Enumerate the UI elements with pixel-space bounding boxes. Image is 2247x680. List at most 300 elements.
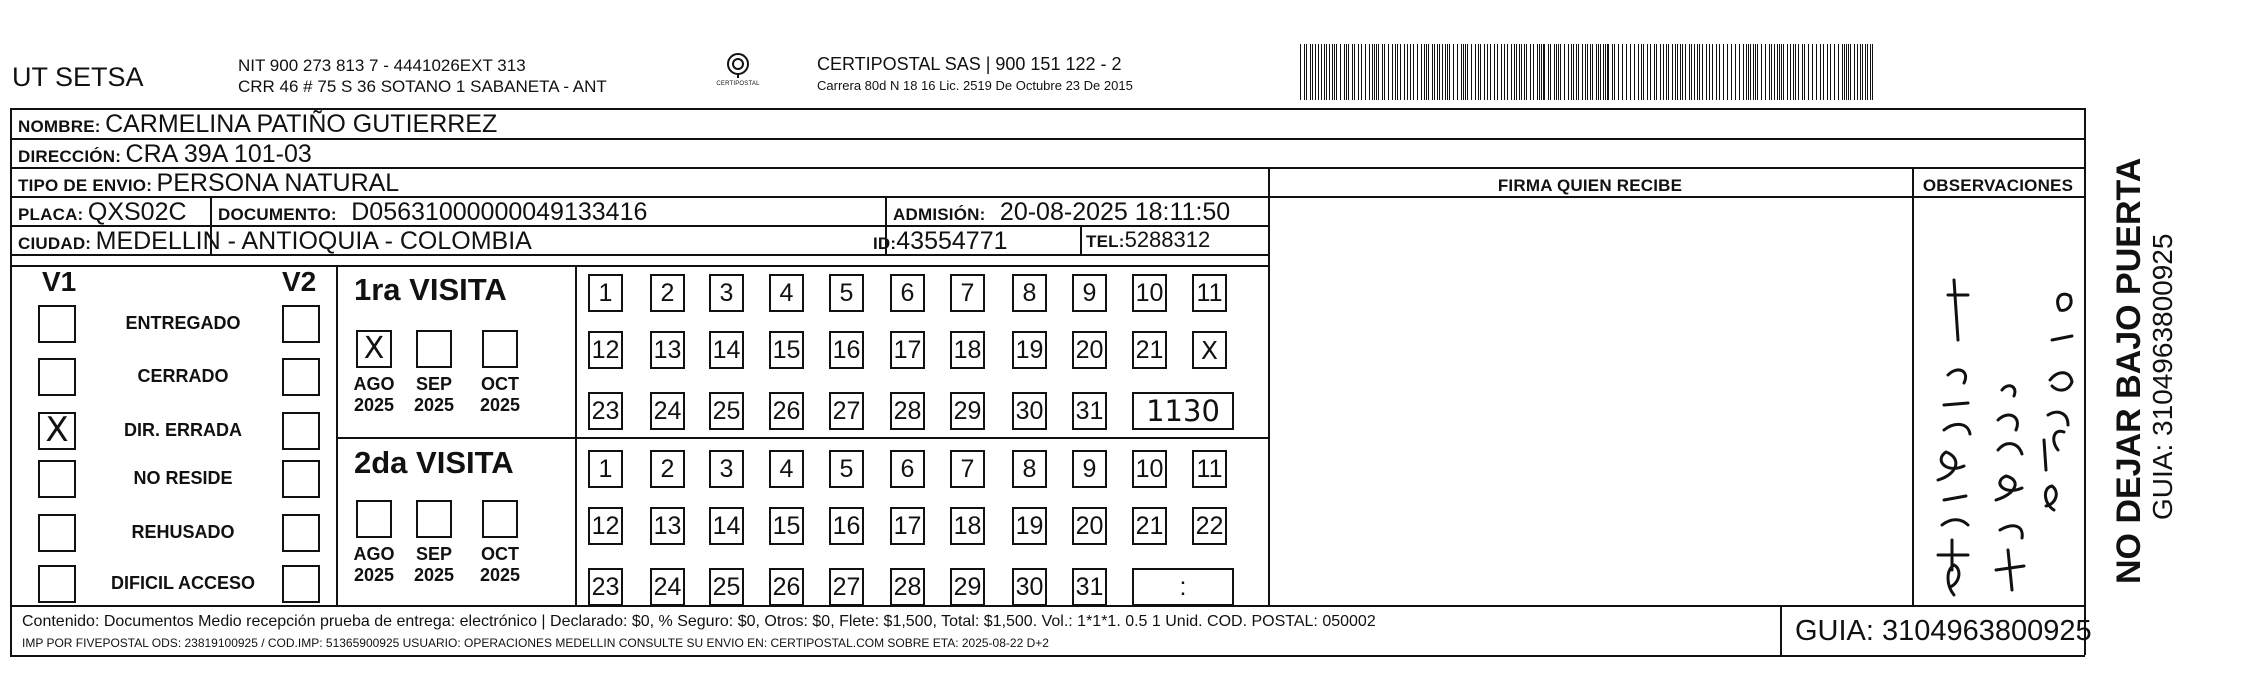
barcode-bar	[1329, 44, 1330, 100]
barcode-bar	[1666, 44, 1667, 100]
barcode-bar	[1384, 44, 1385, 100]
barcode-bar	[1691, 44, 1692, 100]
second-day-box[interactable]: 30	[1012, 568, 1047, 606]
admission-value: 20-08-2025 18:11:50	[999, 198, 1231, 226]
barcode-bar	[1312, 44, 1313, 100]
first-day-box[interactable]: 10	[1132, 274, 1167, 312]
second-day-box[interactable]: 7	[950, 450, 985, 488]
first-day-box[interactable]: 20	[1072, 331, 1107, 369]
city-label: CIUDAD:	[18, 234, 92, 253]
second-day-box[interactable]: 5	[829, 450, 864, 488]
barcode-bar	[1612, 44, 1613, 100]
barcode-bar	[1568, 44, 1569, 100]
barcode-bar	[1719, 44, 1720, 100]
barcode-bar	[1755, 44, 1756, 100]
first-day-box[interactable]: 7	[950, 274, 985, 312]
barcode-bar	[1777, 44, 1778, 100]
barcode-bar	[1573, 44, 1574, 100]
first-day-box[interactable]: 17	[890, 331, 925, 369]
first-day-box[interactable]: 8	[1012, 274, 1047, 312]
barcode-bar	[1336, 44, 1337, 100]
v2-checkbox[interactable]	[282, 460, 320, 498]
first-day-box[interactable]: 18	[950, 331, 985, 369]
barcode-bar	[1530, 44, 1531, 100]
barcode-bar	[1626, 44, 1627, 100]
first-month-label	[404, 374, 464, 416]
barcode-bar	[1779, 44, 1780, 100]
barcode-bar	[1354, 44, 1355, 100]
second-day-box[interactable]: 1	[588, 450, 623, 488]
barcode-bar	[1846, 44, 1847, 100]
certipostal-logo	[708, 52, 768, 96]
barcode-bar	[1426, 44, 1427, 100]
barcode-bar	[1630, 44, 1631, 100]
barcode-bar	[1507, 44, 1508, 100]
barcode-bar	[1424, 44, 1425, 100]
barcode-bar	[1437, 44, 1438, 100]
reason-label: NO RESIDE	[133, 468, 233, 488]
barcode-bar	[1585, 44, 1586, 100]
barcode-bar	[1461, 44, 1462, 100]
barcode-bar	[1842, 44, 1843, 100]
barcode-bar	[1753, 44, 1754, 100]
barcode-bar	[1834, 44, 1835, 100]
reason-label: REHUSADO	[131, 522, 235, 542]
barcode-bar	[1318, 44, 1319, 100]
barcode-bar	[1484, 44, 1485, 100]
first-day-box[interactable]: 15	[769, 331, 804, 369]
barcode-bar	[1417, 44, 1418, 100]
barcode-bar	[1654, 44, 1655, 100]
barcode-bar	[1556, 44, 1557, 100]
first-day-box[interactable]: 9	[1072, 274, 1107, 312]
barcode-bar	[1434, 44, 1435, 100]
v1-checkbox[interactable]	[38, 305, 76, 343]
second-month-label	[404, 544, 464, 586]
barcode-bar	[1550, 44, 1551, 100]
barcode-bar	[1712, 44, 1713, 100]
barcode-bar	[1511, 44, 1512, 100]
second-day-box[interactable]: 27	[829, 568, 864, 606]
barcode-bar	[1723, 44, 1724, 100]
second-day-box[interactable]: 11	[1192, 450, 1227, 488]
barcode-bar	[1771, 44, 1772, 100]
barcode-bar	[1578, 44, 1579, 100]
barcode-bar	[1827, 44, 1828, 100]
barcode-bar	[1326, 44, 1327, 100]
first-day-box[interactable]: 16	[829, 331, 864, 369]
second-day-box[interactable]: 29	[950, 568, 985, 606]
barcode-bar	[1576, 44, 1577, 100]
second-day-box[interactable]: 8	[1012, 450, 1047, 488]
company-name: UT SETSA	[12, 62, 144, 92]
barcode-bar	[1783, 44, 1784, 100]
second-month-year: 2025	[353, 565, 395, 585]
barcode-bar	[1862, 44, 1863, 100]
barcode-bar	[1526, 44, 1527, 100]
barcode-bar	[1865, 44, 1866, 100]
barcode-bar	[1812, 44, 1813, 100]
signature-header: FIRMA QUIEN RECIBE	[1497, 176, 1683, 195]
barcode-bar	[1650, 44, 1651, 100]
barcode-bar	[1421, 44, 1422, 100]
barcode-bar	[1516, 44, 1517, 100]
reason-label: CERRADO	[137, 366, 229, 386]
barcode-bar	[1467, 44, 1468, 100]
first-day-box[interactable]: 29	[950, 392, 985, 430]
v2-checkbox[interactable]	[282, 358, 320, 396]
v2-checkbox[interactable]	[282, 514, 320, 552]
barcode-bar	[1539, 44, 1540, 100]
second-day-box[interactable]: 20	[1072, 507, 1107, 545]
second-month-box[interactable]	[416, 500, 452, 538]
barcode-bar	[1344, 44, 1345, 100]
barcode-bar	[1346, 44, 1347, 100]
barcode-bar	[1643, 44, 1644, 100]
side-guia: GUIA: 3104963800925	[2147, 233, 2178, 520]
barcode-bar	[1369, 44, 1370, 100]
barcode-bar	[1463, 44, 1464, 100]
barcode-bar	[1519, 44, 1520, 100]
first-month-year: 2025	[353, 395, 395, 415]
barcode-bar	[1365, 44, 1366, 100]
second-day-box[interactable]: 28	[890, 568, 925, 606]
barcode-bar	[1432, 44, 1433, 100]
barcode-bar	[1634, 44, 1635, 100]
first-day-box[interactable]: 14	[709, 331, 744, 369]
first-time-box[interactable]: 1130	[1132, 392, 1234, 430]
barcode-bar	[1816, 44, 1817, 100]
barcode-bar	[1706, 44, 1707, 100]
barcode-bar	[1857, 44, 1858, 100]
barcode-bar	[1564, 44, 1565, 100]
barcode-bar	[1475, 44, 1476, 100]
barcode-bar	[1306, 44, 1307, 100]
barcode-bar	[1793, 44, 1794, 100]
barcode-bar	[1748, 44, 1749, 100]
second-day-box[interactable]: 19	[1012, 507, 1047, 545]
barcode-bar	[1543, 44, 1545, 100]
barcode-bar	[1716, 44, 1717, 100]
second-day-box[interactable]: 26	[769, 568, 804, 606]
content-line: Contenido: Documentos Medio recepción prueba de entrega: electrónico | Declarado: $0, % Seguro: $0, Otros: $0, Flete: $1,500, Total: $1,500. Vol.: 1*1*1. 0.5 1 Unid. COD. POSTAL: 050002	[22, 613, 1376, 630]
first-day-box[interactable]: 6	[890, 274, 925, 312]
barcode-bar	[1304, 44, 1305, 100]
second-day-box[interactable]: 31	[1072, 568, 1107, 606]
barcode-bar	[1334, 44, 1335, 100]
barcode-bar	[1315, 44, 1316, 100]
barcode-bar	[1457, 44, 1458, 100]
barcode-bar	[1600, 44, 1601, 100]
barcode-bar	[1680, 44, 1681, 100]
id-value: 43554771	[896, 227, 1008, 255]
city-value: MEDELLIN - ANTIOQUIA - COLOMBIA	[95, 227, 532, 255]
second-month-box[interactable]	[356, 500, 392, 538]
barcode-bar	[1300, 44, 1301, 100]
barcode-bar	[1361, 44, 1362, 100]
barcode-bar	[1702, 44, 1703, 100]
v2-checkbox[interactable]	[282, 412, 320, 450]
barcode-bar	[1750, 44, 1751, 100]
first-day-box[interactable]: 1	[588, 274, 623, 312]
barcode-bar	[1844, 44, 1845, 100]
name-label: NOMBRE:	[18, 117, 101, 136]
second-month-box[interactable]	[482, 500, 518, 538]
barcode-bar	[1501, 44, 1502, 100]
footer-guia: GUIA: 3104963800925	[1795, 615, 2092, 647]
first-day-box[interactable]: 26	[769, 392, 804, 430]
recipient-name: CARMELINA PATIÑO GUTIERREZ	[105, 110, 498, 138]
barcode-bar	[1392, 44, 1393, 100]
barcode-bar	[1376, 44, 1377, 100]
license-line: Carrera 80d N 18 16 Lic. 2519 De Octubre 23 De 2015	[817, 78, 1133, 93]
barcode-bar	[1582, 44, 1583, 100]
barcode	[1300, 44, 1880, 100]
barcode-bar	[1413, 44, 1414, 100]
barcode-bar	[1727, 44, 1728, 100]
v1-checkbox[interactable]	[38, 514, 76, 552]
barcode-bar	[1395, 44, 1396, 100]
barcode-bar	[1592, 44, 1593, 100]
barcode-bar	[1709, 44, 1710, 100]
second-day-box[interactable]: 22	[1192, 507, 1227, 545]
v1-checkbox[interactable]	[38, 358, 76, 396]
document-value: D05631000000049133416	[351, 198, 648, 226]
barcode-bar	[1830, 44, 1831, 100]
barcode-bar	[1672, 44, 1673, 100]
second-day-box[interactable]: 25	[709, 568, 744, 606]
barcode-bar	[1372, 44, 1373, 100]
barcode-bar	[1453, 44, 1454, 100]
first-day-box[interactable]: 31	[1072, 392, 1107, 430]
first-month-box[interactable]	[416, 330, 452, 368]
tel-label: TEL:	[1086, 232, 1125, 251]
barcode-bar	[1358, 44, 1359, 100]
barcode-bar	[1514, 44, 1515, 100]
reason-label: DIFICIL ACCESO	[110, 573, 255, 593]
barcode-bar	[1442, 44, 1443, 100]
barcode-bar	[1731, 44, 1732, 100]
second-time-box[interactable]: :	[1132, 568, 1234, 606]
second-month-label	[470, 544, 530, 586]
v1-checkbox[interactable]	[38, 565, 76, 603]
second-day-box[interactable]: 16	[829, 507, 864, 545]
barcode-bar	[1677, 44, 1678, 100]
barcode-bar	[1689, 44, 1690, 100]
barcode-bar	[1739, 44, 1740, 100]
barcode-bar	[1465, 44, 1466, 100]
second-day-box[interactable]: 2	[650, 450, 685, 488]
second-day-box[interactable]: 24	[650, 568, 685, 606]
first-day-box[interactable]: 5	[829, 274, 864, 312]
second-day-box[interactable]: 21	[1132, 507, 1167, 545]
first-month-box[interactable]: X	[356, 330, 392, 368]
no-dejar-warning: NO DEJAR BAJO PUERTA	[2110, 157, 2148, 584]
logo-icon	[723, 52, 753, 78]
barcode-bar	[1867, 44, 1868, 100]
barcode-bar	[1872, 44, 1873, 100]
plate-label: PLACA:	[18, 205, 84, 224]
second-day-box[interactable]: 12	[588, 507, 623, 545]
shipment-type: PERSONA NATURAL	[156, 169, 400, 197]
barcode-bar	[1428, 44, 1429, 100]
first-day-box[interactable]: 27	[829, 392, 864, 430]
barcode-bar	[1685, 44, 1686, 100]
second-month-name: AGO	[353, 544, 395, 564]
barcode-bar	[1638, 44, 1639, 100]
barcode-bar	[1854, 44, 1855, 100]
second-day-box[interactable]: 4	[769, 450, 804, 488]
second-month-name: OCT	[481, 544, 519, 564]
barcode-bar	[1804, 44, 1805, 100]
second-day-box[interactable]: 3	[709, 450, 744, 488]
logo-text: CERTIPOSTAL	[716, 81, 760, 87]
address-line: CRR 46 # 75 S 36 SOTANO 1 SABANETA - ANT	[238, 77, 607, 96]
v1-checkbox[interactable]: X	[38, 412, 76, 450]
second-month-year: 2025	[479, 565, 521, 585]
barcode-bar	[1761, 44, 1762, 100]
barcode-bar	[1641, 44, 1642, 100]
barcode-bar	[1487, 44, 1488, 100]
barcode-bar	[1694, 44, 1695, 100]
barcode-bar	[1352, 44, 1353, 100]
handwritten-observation	[1914, 200, 2084, 604]
barcode-bar	[1445, 44, 1446, 100]
second-day-box[interactable]: 6	[890, 450, 925, 488]
second-month-label	[344, 544, 404, 586]
barcode-bar	[1410, 44, 1411, 100]
barcode-bar	[1332, 44, 1333, 100]
barcode-bar	[1765, 44, 1766, 100]
barcode-bar	[1668, 44, 1669, 100]
barcode-bar	[1838, 44, 1839, 100]
barcode-bar	[1808, 44, 1809, 100]
barcode-bar	[1521, 44, 1522, 100]
observations-header: OBSERVACIONES	[1922, 176, 2074, 195]
barcode-bar	[1541, 44, 1542, 100]
first-day-box[interactable]: 2	[650, 274, 685, 312]
barcode-bar	[1697, 44, 1698, 100]
imp-line: IMP POR FIVEPOSTAL ODS: 23819100925 / COD.IMP: 51365900925 USUARIO: OPERACIONES MEDELLIN CONSULTE SU ENVIO EN: CERTIPOSTAL.COM SOBRE ETA: 2025-08-22 D+2	[22, 636, 1049, 650]
second-visit-title: 2da VISITA	[354, 445, 514, 480]
barcode-bar	[1490, 44, 1491, 100]
barcode-bar	[1497, 44, 1498, 100]
barcode-bar	[1478, 44, 1479, 100]
v1-label: V1	[42, 266, 77, 297]
barcode-bar	[1571, 44, 1572, 100]
reason-label: DIR. ERRADA	[123, 420, 242, 440]
first-day-box[interactable]: 23	[588, 392, 623, 430]
barcode-bar	[1587, 44, 1588, 100]
v2-checkbox[interactable]	[282, 565, 320, 603]
barcode-bar	[1795, 44, 1796, 100]
recipient-address: CRA 39A 101-03	[125, 140, 312, 168]
document-label: DOCUMENTO:	[218, 205, 337, 224]
first-month-name: OCT	[481, 374, 519, 394]
barcode-bar	[1400, 44, 1401, 100]
barcode-bar	[1743, 44, 1744, 100]
barcode-bar	[1397, 44, 1398, 100]
plate-value: QXS02C	[87, 198, 187, 226]
first-day-box[interactable]: X	[1192, 331, 1227, 369]
barcode-bar	[1781, 44, 1782, 100]
first-month-year: 2025	[479, 395, 521, 415]
barcode-bar	[1790, 44, 1791, 100]
second-day-box[interactable]: 15	[769, 507, 804, 545]
barcode-bar	[1524, 44, 1525, 100]
barcode-bar	[1504, 44, 1505, 100]
barcode-bar	[1340, 44, 1341, 100]
first-month-name: AGO	[353, 374, 395, 394]
tel-value: 5288312	[1124, 227, 1211, 252]
second-day-box[interactable]: 18	[950, 507, 985, 545]
first-day-box[interactable]: 21	[1132, 331, 1167, 369]
barcode-bar	[1548, 44, 1549, 100]
first-day-box[interactable]: 28	[890, 392, 925, 430]
barcode-bar	[1682, 44, 1683, 100]
first-day-box[interactable]: 13	[650, 331, 685, 369]
first-month-box[interactable]	[482, 330, 518, 368]
barcode-bar	[1321, 44, 1322, 100]
second-day-box[interactable]: 14	[709, 507, 744, 545]
barcode-bar	[1614, 44, 1615, 100]
second-month-year: 2025	[413, 565, 455, 585]
certipostal-line: CERTIPOSTAL SAS | 900 151 122 - 2	[817, 54, 1122, 74]
barcode-bar	[1735, 44, 1736, 100]
second-month-name: SEP	[415, 544, 453, 564]
second-day-box[interactable]: 17	[890, 507, 925, 545]
barcode-bar	[1647, 44, 1648, 100]
barcode-bar	[1757, 44, 1758, 100]
second-day-box[interactable]: 10	[1132, 450, 1167, 488]
first-visit-title: 1ra VISITA	[354, 272, 507, 307]
barcode-bar	[1675, 44, 1676, 100]
second-day-box[interactable]: 9	[1072, 450, 1107, 488]
barcode-bar	[1622, 44, 1623, 100]
barcode-bar	[1374, 44, 1375, 100]
barcode-bar	[1820, 44, 1821, 100]
type-label: TIPO DE ENVIO:	[18, 176, 153, 195]
second-day-box[interactable]: 23	[588, 568, 623, 606]
barcode-bar	[1480, 44, 1481, 100]
v2-checkbox[interactable]	[282, 305, 320, 343]
barcode-bar	[1870, 44, 1871, 100]
v1-checkbox[interactable]	[38, 460, 76, 498]
first-day-box[interactable]: 30	[1012, 392, 1047, 430]
first-day-box[interactable]: 24	[650, 392, 685, 430]
first-day-box[interactable]: 25	[709, 392, 744, 430]
second-day-box[interactable]: 13	[650, 507, 685, 545]
barcode-bar	[1554, 44, 1555, 100]
barcode-bar	[1823, 44, 1824, 100]
barcode-bar	[1802, 44, 1803, 100]
first-day-box[interactable]: 11	[1192, 274, 1227, 312]
first-day-box[interactable]: 12	[588, 331, 623, 369]
barcode-bar	[1590, 44, 1591, 100]
first-day-box[interactable]: 19	[1012, 331, 1047, 369]
first-day-box[interactable]: 4	[769, 274, 804, 312]
barcode-bar	[1348, 44, 1349, 100]
barcode-bar	[1769, 44, 1770, 100]
barcode-bar	[1378, 44, 1379, 100]
reason-label: ENTREGADO	[125, 313, 241, 333]
barcode-bar	[1388, 44, 1389, 100]
barcode-bar	[1746, 44, 1747, 100]
barcode-bar	[1310, 44, 1311, 100]
first-day-box[interactable]: 3	[709, 274, 744, 312]
barcode-bar	[1660, 44, 1661, 100]
barcode-bar	[1560, 44, 1561, 100]
